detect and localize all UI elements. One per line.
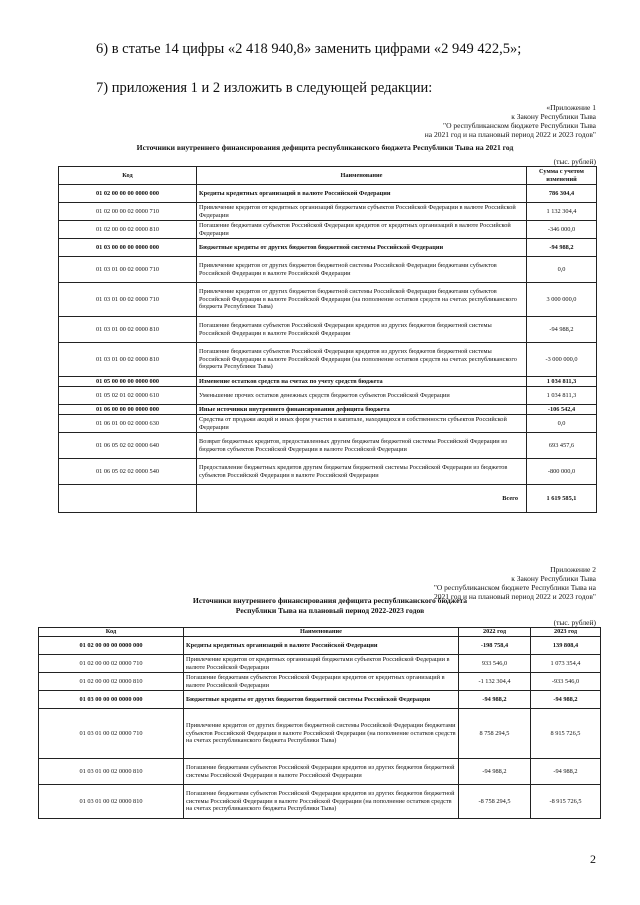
table-row [59, 317, 597, 343]
table-row [39, 785, 601, 819]
row-name: Иные источники внутреннего финансирования дефицита бюджета [197, 405, 527, 415]
col-header-2022: 2022 год [459, 628, 531, 637]
row-sum: 786 304,4 [527, 185, 597, 203]
row-code: 01 06 05 02 02 0000 540 [59, 459, 197, 485]
row-2022: -94 988,2 [459, 759, 531, 785]
col-header-name: Наименование [197, 167, 527, 185]
appendix-1-header-line: "О республиканском бюджете Республики Тыва [443, 121, 596, 130]
row-code: 01 06 01 00 02 0000 630 [59, 415, 197, 433]
table-row [59, 459, 597, 485]
table-row [59, 185, 597, 203]
appendix-2-title-line: Республики Тыва на плановый период 2022-2023 годов [235, 605, 425, 615]
row-name: Возврат бюджетных кредитов, предоставленных другим бюджетам бюджетной системы Российской Федерации из бюджетов субъектов Российской Федерации в валюте Российской Федерации [197, 433, 527, 459]
row-sum: 0,0 [527, 415, 597, 433]
row-name: Бюджетные кредиты от других бюджетов бюджетной системы Российской Федерации [197, 239, 527, 257]
row-code: 01 02 00 00 00 0000 000 [59, 185, 197, 203]
row-code: 01 06 00 00 00 0000 000 [59, 405, 197, 415]
row-name: Привлечение кредитов от кредитных организаций бюджетами субъектов Российской Федерации в валюте Российской Федерации [184, 655, 459, 673]
table-row [59, 283, 597, 317]
col-header-name: Наименование [184, 628, 459, 637]
row-name: Погашение бюджетами субъектов Российской Федерации кредитов из других бюджетов бюджетной системы Российской Федерации в валюте Российской Федерации [197, 317, 527, 343]
row-sum: -94 988,2 [527, 317, 597, 343]
col-header-sum: Сумма с учетом изменений [527, 167, 597, 185]
appendix-2-header-line: "О республиканском бюджете Республики Тыва на [433, 583, 596, 592]
row-sum: 693 457,6 [527, 433, 597, 459]
table-row [39, 759, 601, 785]
row-name: Бюджетные кредиты от других бюджетов бюджетной системы Российской Федерации [184, 691, 459, 709]
table-row [39, 709, 601, 759]
row-name: Погашение бюджетами субъектов Российской Федерации кредитов из других бюджетов бюджетной системы Российской Федерации в валюте Российской Федерации (на пополнение остатков средств на счетах республиканского бюджета Республики Тыва) [197, 343, 527, 377]
total-label: Всего [197, 485, 527, 513]
row-name: Предоставление бюджетных кредитов другим бюджетам бюджетной системы Российской Федерации из бюджетов субъектов Российской Федерации в валюте Российской Федерации [197, 459, 527, 485]
table-row [59, 433, 597, 459]
row-2022: -1 132 304,4 [459, 673, 531, 691]
total-row [59, 485, 597, 513]
row-code: 01 03 00 00 00 0000 000 [39, 691, 184, 709]
table-row [59, 203, 597, 221]
appendix-2-header-line: 2021 год и на плановый период 2022 и 2023 годов" [434, 592, 596, 601]
row-2022: -198 758,4 [459, 637, 531, 655]
row-2022: 8 758 294,5 [459, 709, 531, 759]
row-code: 01 02 00 00 02 0000 810 [39, 673, 184, 691]
row-code: 01 02 00 00 02 0000 810 [59, 221, 197, 239]
row-sum: -3 000 000,0 [527, 343, 597, 377]
row-2023: 139 808,4 [531, 637, 601, 655]
row-2022: 933 546,0 [459, 655, 531, 673]
row-name: Погашение бюджетами субъектов Российской Федерации кредитов из других бюджетов бюджетной системы Российской Федерации в валюте Российской Федерации [184, 759, 459, 785]
row-code: 01 03 01 00 02 0000 710 [59, 283, 197, 317]
row-2022: -8 758 294,5 [459, 785, 531, 819]
row-code: 01 03 01 00 02 0000 810 [39, 785, 184, 819]
row-code: 01 03 01 00 02 0000 710 [59, 257, 197, 283]
row-2023: 1 073 354,4 [531, 655, 601, 673]
total-sum: 1 619 585,1 [527, 485, 597, 513]
row-sum: -800 000,0 [527, 459, 597, 485]
col-header-2023: 2023 год [531, 628, 601, 637]
row-sum: 1 034 811,3 [527, 387, 597, 405]
row-name: Изменение остатков средств на счетах по учету средств бюджета [197, 377, 527, 387]
row-2023: -933 546,0 [531, 673, 601, 691]
appendix-1-title: Источники внутреннего финансирования дефицита республиканского бюджета Республики Тыва на 2021 год [136, 143, 514, 152]
table-row [59, 415, 597, 433]
row-name: Погашение бюджетами субъектов Российской Федерации кредитов от кредитных организаций в валюте Российской Федерации [184, 673, 459, 691]
appendix-1-header [425, 103, 596, 139]
row-name: Погашение бюджетами субъектов Российской Федерации кредитов из других бюджетов бюджетной системы Российской Федерации в валюте Российской Федерации (на пополнение остатков средств на счетах республиканского бюджета Республики Тыва) [184, 785, 459, 819]
col-header-code: Код [39, 628, 184, 637]
table-row [59, 257, 597, 283]
appendix-2-unit: (тыс. рублей) [553, 618, 596, 627]
row-2023: 8 915 726,5 [531, 709, 601, 759]
appendix-2-header-line: к Закону Республики Тыва [511, 574, 596, 583]
row-name: Погашение бюджетами субъектов Российской Федерации кредитов от кредитных организаций в валюте Российской Федерации [197, 221, 527, 239]
row-sum: 1 132 304,4 [527, 203, 597, 221]
col-header-code: Код [59, 167, 197, 185]
table-row [39, 691, 601, 709]
row-2022: -94 988,2 [459, 691, 531, 709]
row-name: Кредиты кредитных организаций в валюте Российской Федерации [184, 637, 459, 655]
item-6-text: 6) в статье 14 цифры «2 418 940,8» заменить цифрами «2 949 422,5»; [96, 41, 522, 57]
row-code: 01 03 01 00 02 0000 710 [39, 709, 184, 759]
appendix-2-title [100, 596, 560, 615]
row-sum: -106 542,4 [527, 405, 597, 415]
row-code: 01 02 00 00 02 0000 710 [39, 655, 184, 673]
row-2023: -94 988,2 [531, 759, 601, 785]
row-code: 01 03 01 00 02 0000 810 [59, 317, 197, 343]
table-row [59, 387, 597, 405]
item-7-text: 7) приложения 1 и 2 изложить в следующей редакции: [96, 80, 433, 96]
row-sum: 0,0 [527, 257, 597, 283]
appendix-1-header-line: к Закону Республики Тыва [511, 112, 596, 121]
appendix-1-header-line: на 2021 год и на плановый период 2022 и 2023 годов" [424, 130, 596, 139]
row-code: 01 06 05 02 02 0000 640 [59, 433, 197, 459]
row-name: Уменьшение прочих остатков денежных средств бюджетов субъектов Российской Федерации [197, 387, 527, 405]
row-2023: -94 988,2 [531, 691, 601, 709]
row-code: 01 03 00 00 00 0000 000 [59, 239, 197, 257]
row-code: 01 05 02 01 02 0000 610 [59, 387, 197, 405]
row-sum: 1 034 811,3 [527, 377, 597, 387]
row-code: 01 02 00 00 02 0000 710 [59, 203, 197, 221]
row-name: Привлечение кредитов от других бюджетов бюджетной системы Российской Федерации бюджетами субъектов Российской Федерации в валюте Российской Федерации (на пополнение остатков средств на счетах республиканского бюджета Республики Тыва) [197, 283, 527, 317]
row-name: Привлечение кредитов от других бюджетов бюджетной системы Российской Федерации бюджетами субъектов Российской Федерации в валюте Российской Федерации [197, 257, 527, 283]
row-sum: 3 000 000,0 [527, 283, 597, 317]
row-name: Средства от продажи акций и иных форм участия в капитале, находящихся в собственности субъектов Российской Федерации [197, 415, 527, 433]
row-code: 01 05 00 00 00 0000 000 [59, 377, 197, 387]
appendix-2-title-line: Источники внутреннего финансирования дефицита республиканского бюджета [192, 596, 468, 605]
row-sum: -94 988,2 [527, 239, 597, 257]
appendix-1-unit: (тыс. рублей) [553, 157, 596, 166]
appendix-1-header-line: «Приложение 1 [546, 103, 596, 112]
row-sum: -346 000,0 [527, 221, 597, 239]
row-name: Привлечение кредитов от других бюджетов бюджетной системы Российской Федерации бюджетами субъектов Российской Федерации в валюте Российской Федерации (на пополнение остатков средств на счетах республиканского бюджета Республики Тыва) [184, 709, 459, 759]
row-2023: -8 915 726,5 [531, 785, 601, 819]
table-row [39, 637, 601, 655]
table-row [59, 221, 597, 239]
table-row [39, 673, 601, 691]
appendix-2-header-line: Приложение 2 [550, 565, 596, 574]
row-code: 01 03 01 00 02 0000 810 [39, 759, 184, 785]
row-code: 01 03 01 00 02 0000 810 [59, 343, 197, 377]
row-name: Кредиты кредитных организаций в валюте Российской Федерации [197, 185, 527, 203]
table-row [59, 405, 597, 415]
total-code-cell [59, 485, 197, 513]
table-row [59, 377, 597, 387]
table-row [59, 239, 597, 257]
appendix-2-table [38, 627, 601, 819]
table-row [59, 343, 597, 377]
appendix-1-table [58, 166, 597, 513]
table-row [39, 655, 601, 673]
row-code: 01 02 00 00 00 0000 000 [39, 637, 184, 655]
page-number: 2 [590, 852, 596, 866]
row-name: Привлечение кредитов от кредитных организаций бюджетами субъектов Российской Федерации в валюте Российской Федерации [197, 203, 527, 221]
